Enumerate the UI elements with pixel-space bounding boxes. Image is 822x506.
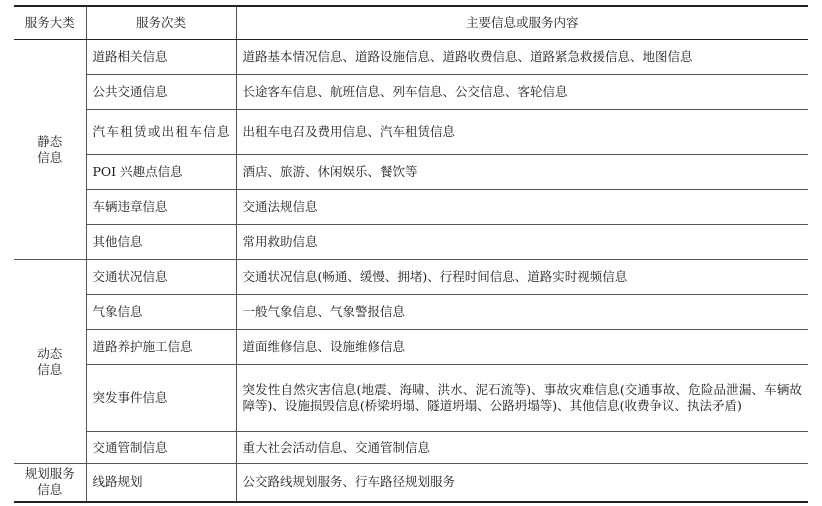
content-cell: 交通状况信息(畅通、缓慢、拥堵)、行程时间信息、道路实时视频信息: [236, 260, 808, 295]
subcategory-cell: POI 兴趣点信息: [86, 155, 236, 190]
category-cell-dynamic: 动态 信息: [14, 260, 86, 464]
subcategory-cell: 交通状况信息: [86, 260, 236, 295]
subcategory-cell: 气象信息: [86, 295, 236, 330]
subcategory-cell: 道路相关信息: [86, 40, 236, 75]
subcategory-cell: 公共交通信息: [86, 75, 236, 110]
table-row: [14, 365, 808, 432]
subcategory-cell: 道路养护施工信息: [86, 330, 236, 365]
header-content: 主要信息或服务内容: [236, 6, 808, 40]
content-cell: 出租车电召及费用信息、汽车租赁信息: [236, 110, 808, 155]
content-cell: 重大社会活动信息、交通管制信息: [236, 432, 808, 464]
subcategory-cell: 车辆违章信息: [86, 190, 236, 225]
table-row: [14, 40, 808, 75]
table-row: [14, 295, 808, 330]
table-row: [14, 155, 808, 190]
header-category: 服务大类: [14, 6, 86, 40]
content-cell: 酒店、旅游、休闲娱乐、餐饮等: [236, 155, 808, 190]
content-cell: 长途客车信息、航班信息、列车信息、公交信息、客轮信息: [236, 75, 808, 110]
content-cell: 交通法规信息: [236, 190, 808, 225]
table-row: [14, 110, 808, 155]
content-cell: 道面维修信息、设施维修信息: [236, 330, 808, 365]
table-row: [14, 330, 808, 365]
table-row: [14, 225, 808, 260]
table-row: [14, 260, 808, 295]
subcategory-text: 汽车租赁或出租车信息: [92, 124, 230, 139]
content-cell: 突发性自然灾害信息(地震、海啸、洪水、泥石流等)、事故灾难信息(交通事故、危险品泄漏、车辆故障等)、设施损毁信息(桥梁坍塌、隧道坍塌、公路坍塌等)、其他信息(收费争议、执法矛盾): [236, 365, 808, 432]
service-info-table: [14, 5, 808, 503]
subcategory-cell: 线路规划: [86, 464, 236, 502]
table-row: [14, 464, 808, 502]
content-cell: 常用救助信息: [236, 225, 808, 260]
subcategory-cell: 交通管制信息: [86, 432, 236, 464]
subcategory-cell: 突发事件信息: [86, 365, 236, 432]
subcategory-cell: 其他信息: [86, 225, 236, 260]
table-row: [14, 432, 808, 464]
category-cell-static: 静态 信息: [14, 40, 86, 260]
subcategory-cell: [86, 110, 236, 155]
table-row: [14, 75, 808, 110]
header-subcategory: 服务次类: [86, 6, 236, 40]
header-row: [14, 6, 808, 40]
table-row: [14, 190, 808, 225]
content-cell: 公交路线规划服务、行车路径规划服务: [236, 464, 808, 502]
content-cell: 道路基本情况信息、道路设施信息、道路收费信息、道路紧急救援信息、地图信息: [236, 40, 808, 75]
content-cell: 一般气象信息、气象警报信息: [236, 295, 808, 330]
category-cell-planning: 规划服务 信息: [14, 464, 86, 502]
